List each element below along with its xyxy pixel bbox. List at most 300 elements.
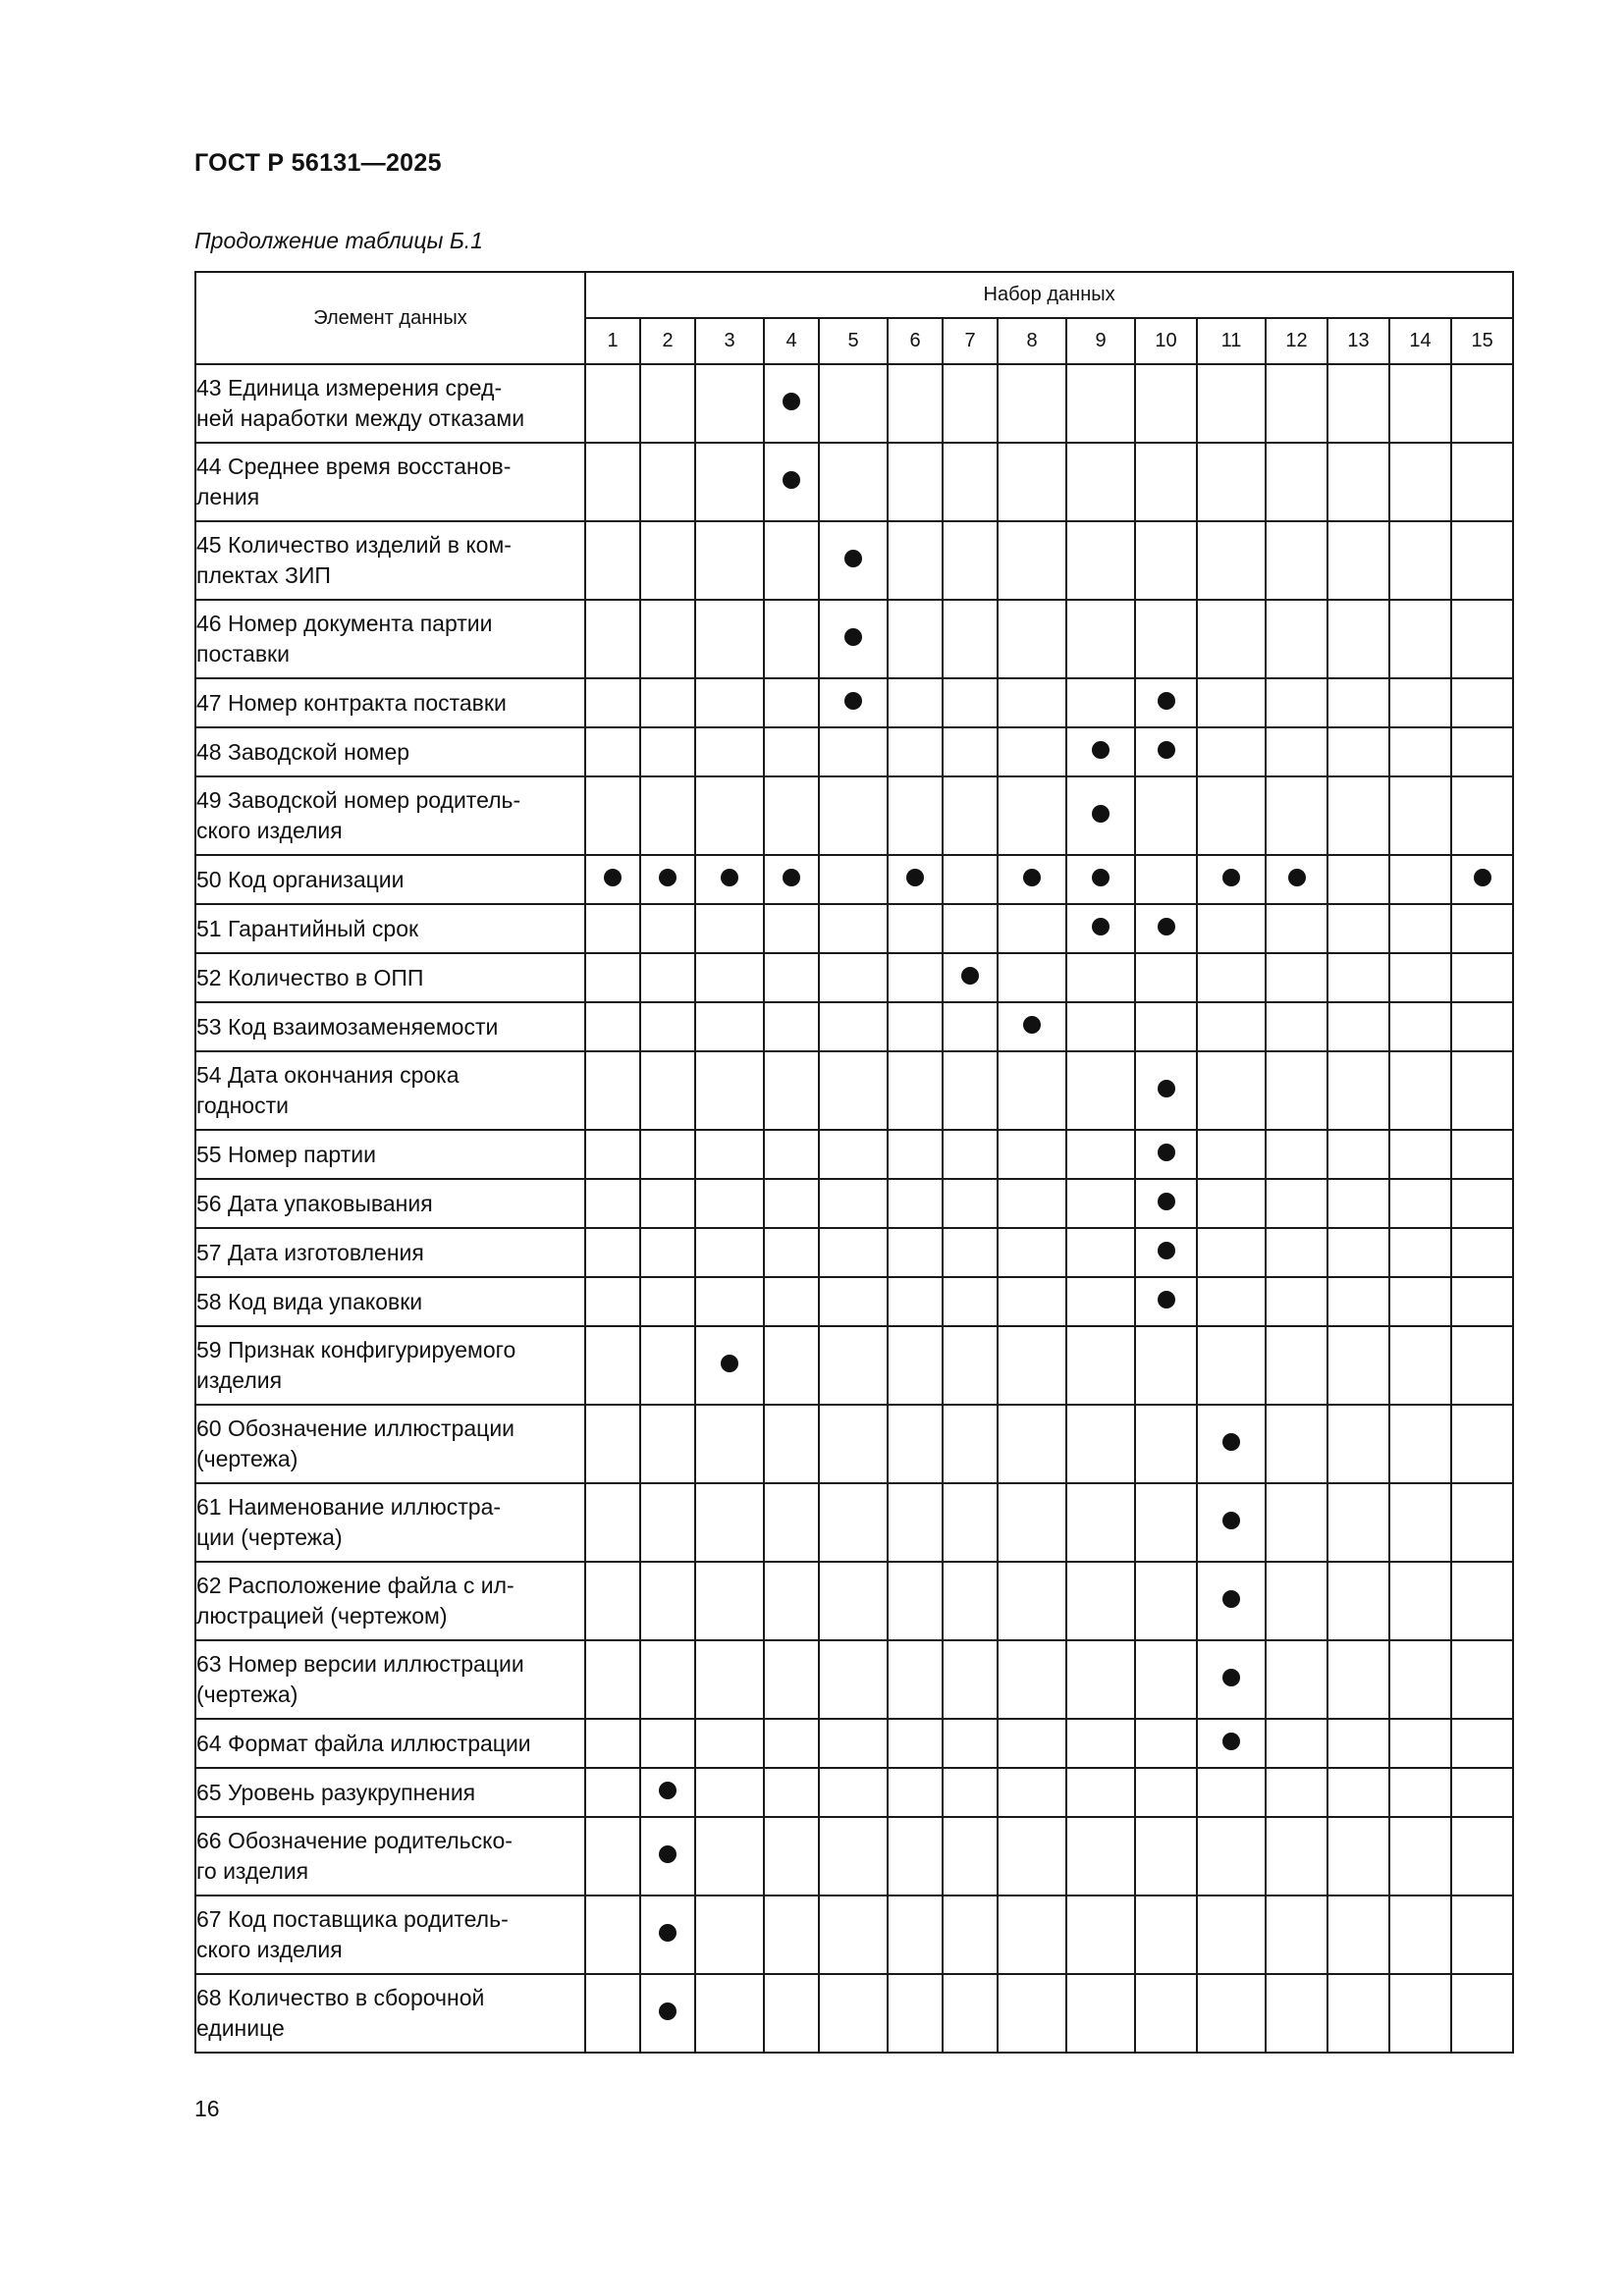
mark-cell	[943, 443, 998, 521]
mark-cell	[585, 904, 640, 953]
data-element-name: 66 Обозначение родительско- го изделия	[195, 1817, 585, 1896]
mark-cell	[1327, 600, 1389, 678]
mark-cell	[640, 1179, 695, 1228]
mark-cell	[943, 1002, 998, 1051]
mark-cell	[1389, 776, 1451, 855]
mark-cell	[1451, 727, 1513, 776]
mark-cell	[1451, 904, 1513, 953]
mark-cell	[943, 1817, 998, 1896]
mark-cell	[998, 1719, 1066, 1768]
mark-cell	[764, 521, 819, 600]
data-set-column-header: 10	[1135, 318, 1197, 364]
mark-cell	[1266, 776, 1327, 855]
mark-cell	[1451, 1640, 1513, 1719]
mark-cell	[998, 1002, 1066, 1051]
table-row	[195, 727, 1513, 776]
mark-cell	[819, 678, 888, 727]
mark-cell	[819, 521, 888, 600]
bullet-mark-icon	[844, 692, 862, 710]
mark-cell	[764, 1051, 819, 1130]
data-set-column-header: 8	[998, 318, 1066, 364]
mark-cell	[1266, 678, 1327, 727]
mark-cell	[1451, 1483, 1513, 1562]
mark-cell	[888, 953, 943, 1002]
mark-cell	[1389, 1719, 1451, 1768]
mark-cell	[1066, 1130, 1135, 1179]
mark-cell	[943, 1640, 998, 1719]
mark-cell	[695, 1228, 764, 1277]
mark-cell	[640, 1768, 695, 1817]
mark-cell	[640, 904, 695, 953]
mark-cell	[695, 678, 764, 727]
mark-cell	[1197, 1228, 1266, 1277]
bullet-mark-icon	[1023, 1016, 1041, 1034]
table-row	[195, 1326, 1513, 1405]
mark-cell	[998, 1051, 1066, 1130]
data-element-name: 59 Признак конфигурируемого изделия	[195, 1326, 585, 1405]
mark-cell	[1066, 904, 1135, 953]
mark-cell	[764, 1228, 819, 1277]
bullet-mark-icon	[1158, 918, 1175, 935]
mark-cell	[640, 776, 695, 855]
table-row	[195, 1179, 1513, 1228]
mark-cell	[1389, 1896, 1451, 1974]
mark-cell	[819, 1974, 888, 2053]
mark-cell	[819, 904, 888, 953]
mark-cell	[585, 1817, 640, 1896]
data-element-name: 45 Количество изделий в ком- плектах ЗИП	[195, 521, 585, 600]
mark-cell	[1327, 1562, 1389, 1640]
mark-cell	[1135, 1405, 1197, 1483]
mark-cell	[943, 600, 998, 678]
mark-cell	[1066, 1896, 1135, 1974]
mark-cell	[888, 1130, 943, 1179]
mark-cell	[888, 678, 943, 727]
mark-cell	[1266, 1002, 1327, 1051]
mark-cell	[640, 1277, 695, 1326]
mark-cell	[764, 1640, 819, 1719]
mark-cell	[888, 443, 943, 521]
mark-cell	[943, 1277, 998, 1326]
mark-cell	[764, 1562, 819, 1640]
mark-cell	[998, 1896, 1066, 1974]
mark-cell	[695, 1002, 764, 1051]
mark-cell	[1197, 364, 1266, 443]
mark-cell	[1451, 1326, 1513, 1405]
data-set-column-header: 6	[888, 318, 943, 364]
mark-cell	[943, 1228, 998, 1277]
data-set-column-header: 5	[819, 318, 888, 364]
mark-cell	[640, 1051, 695, 1130]
mark-cell	[1197, 1719, 1266, 1768]
mark-cell	[1197, 1974, 1266, 2053]
mark-cell	[943, 1483, 998, 1562]
mark-cell	[764, 904, 819, 953]
mark-cell	[1327, 1228, 1389, 1277]
mark-cell	[1135, 904, 1197, 953]
data-set-column-header: 12	[1266, 318, 1327, 364]
mark-cell	[695, 904, 764, 953]
mark-cell	[1451, 855, 1513, 904]
bullet-mark-icon	[1222, 1512, 1240, 1529]
mark-cell	[764, 1483, 819, 1562]
mark-cell	[1451, 1896, 1513, 1974]
mark-cell	[998, 1974, 1066, 2053]
mark-cell	[888, 855, 943, 904]
mark-cell	[1327, 1483, 1389, 1562]
mark-cell	[1066, 1002, 1135, 1051]
mark-cell	[819, 1719, 888, 1768]
bullet-mark-icon	[1158, 1242, 1175, 1259]
mark-cell	[1135, 953, 1197, 1002]
mark-cell	[1135, 600, 1197, 678]
mark-cell	[1066, 1719, 1135, 1768]
data-set-column-header: 3	[695, 318, 764, 364]
mark-cell	[585, 776, 640, 855]
mark-cell	[640, 1483, 695, 1562]
mark-cell	[943, 1768, 998, 1817]
table-row	[195, 1768, 1513, 1817]
mark-cell	[640, 1817, 695, 1896]
mark-cell	[1197, 443, 1266, 521]
bullet-mark-icon	[1158, 1193, 1175, 1210]
mark-cell	[1135, 1768, 1197, 1817]
mark-cell	[1327, 678, 1389, 727]
mark-cell	[1266, 1483, 1327, 1562]
mark-cell	[1389, 678, 1451, 727]
mark-cell	[1327, 776, 1389, 855]
bullet-mark-icon	[906, 869, 924, 886]
table-row	[195, 855, 1513, 904]
data-element-name: 64 Формат файла иллюстрации	[195, 1719, 585, 1768]
mark-cell	[764, 443, 819, 521]
bullet-mark-icon	[1222, 1733, 1240, 1750]
data-element-name: 53 Код взаимозаменяемости	[195, 1002, 585, 1051]
mark-cell	[998, 364, 1066, 443]
mark-cell	[1451, 443, 1513, 521]
mark-cell	[888, 1483, 943, 1562]
data-set-column-header: 15	[1451, 318, 1513, 364]
mark-cell	[1451, 1130, 1513, 1179]
mark-cell	[764, 364, 819, 443]
mark-cell	[1135, 727, 1197, 776]
mark-cell	[585, 443, 640, 521]
mark-cell	[1266, 1179, 1327, 1228]
data-element-name: 54 Дата окончания срока годности	[195, 1051, 585, 1130]
mark-cell	[819, 855, 888, 904]
mark-cell	[888, 364, 943, 443]
data-set-group-header: Набор данных	[585, 272, 1513, 318]
mark-cell	[1197, 1326, 1266, 1405]
mark-cell	[640, 521, 695, 600]
mark-cell	[585, 1051, 640, 1130]
mark-cell	[998, 953, 1066, 1002]
mark-cell	[695, 727, 764, 776]
mark-cell	[585, 1277, 640, 1326]
mark-cell	[1266, 1896, 1327, 1974]
mark-cell	[1327, 1640, 1389, 1719]
mark-cell	[1327, 855, 1389, 904]
mark-cell	[1197, 1051, 1266, 1130]
mark-cell	[998, 776, 1066, 855]
mark-cell	[1327, 904, 1389, 953]
bullet-mark-icon	[783, 471, 800, 489]
mark-cell	[695, 855, 764, 904]
mark-cell	[1389, 855, 1451, 904]
data-set-column-header: 7	[943, 318, 998, 364]
mark-cell	[1327, 1768, 1389, 1817]
data-set-column-header: 1	[585, 318, 640, 364]
mark-cell	[1135, 1562, 1197, 1640]
mark-cell	[1327, 1974, 1389, 2053]
mark-cell	[888, 1896, 943, 1974]
mark-cell	[998, 727, 1066, 776]
bullet-mark-icon	[659, 2002, 677, 2020]
mark-cell	[695, 1483, 764, 1562]
mark-cell	[1266, 1228, 1327, 1277]
bullet-mark-icon	[604, 869, 622, 886]
mark-cell	[819, 1896, 888, 1974]
data-element-name: 60 Обозначение иллюстрации (чертежа)	[195, 1405, 585, 1483]
bullet-mark-icon	[659, 1782, 677, 1799]
bullet-mark-icon	[783, 869, 800, 886]
mark-cell	[1197, 1562, 1266, 1640]
mark-cell	[819, 1130, 888, 1179]
mark-cell	[1066, 1562, 1135, 1640]
mark-cell	[1389, 443, 1451, 521]
mark-cell	[1266, 521, 1327, 600]
mark-cell	[1451, 1768, 1513, 1817]
mark-cell	[888, 1817, 943, 1896]
mark-cell	[1135, 1130, 1197, 1179]
mark-cell	[998, 1817, 1066, 1896]
mark-cell	[1197, 1277, 1266, 1326]
mark-cell	[1197, 904, 1266, 953]
bullet-mark-icon	[1222, 1433, 1240, 1451]
data-element-name: 43 Единица измерения сред- ней наработки между отказами	[195, 364, 585, 443]
mark-cell	[1389, 1640, 1451, 1719]
mark-cell	[943, 1179, 998, 1228]
mark-cell	[819, 776, 888, 855]
data-set-column-header: 13	[1327, 318, 1389, 364]
mark-cell	[640, 1896, 695, 1974]
mark-cell	[1266, 953, 1327, 1002]
bullet-mark-icon	[721, 869, 738, 886]
bullet-mark-icon	[844, 628, 862, 646]
table-row	[195, 443, 1513, 521]
data-element-name: 55 Номер партии	[195, 1130, 585, 1179]
mark-cell	[1135, 1817, 1197, 1896]
data-element-name: 46 Номер документа партии поставки	[195, 600, 585, 678]
mark-cell	[585, 727, 640, 776]
mark-cell	[819, 1640, 888, 1719]
mark-cell	[998, 1768, 1066, 1817]
mark-cell	[819, 953, 888, 1002]
mark-cell	[1135, 1326, 1197, 1405]
mark-cell	[1389, 1326, 1451, 1405]
mark-cell	[1327, 364, 1389, 443]
bullet-mark-icon	[1288, 869, 1306, 886]
mark-cell	[1451, 1405, 1513, 1483]
mark-cell	[888, 1326, 943, 1405]
mark-cell	[1135, 855, 1197, 904]
document-title: ГОСТ Р 56131—2025	[194, 149, 442, 177]
bullet-mark-icon	[961, 967, 979, 985]
mark-cell	[819, 1562, 888, 1640]
mark-cell	[819, 1483, 888, 1562]
mark-cell	[819, 1768, 888, 1817]
mark-cell	[1266, 904, 1327, 953]
mark-cell	[640, 678, 695, 727]
mark-cell	[943, 1326, 998, 1405]
mark-cell	[695, 1277, 764, 1326]
table-row	[195, 1719, 1513, 1768]
mark-cell	[1327, 1719, 1389, 1768]
mark-cell	[1266, 1974, 1327, 2053]
mark-cell	[1389, 1130, 1451, 1179]
mark-cell	[998, 1277, 1066, 1326]
mark-cell	[888, 1640, 943, 1719]
bullet-mark-icon	[1158, 1080, 1175, 1097]
mark-cell	[764, 1974, 819, 2053]
mark-cell	[764, 727, 819, 776]
mark-cell	[695, 1974, 764, 2053]
mark-cell	[1451, 1179, 1513, 1228]
mark-cell	[764, 1326, 819, 1405]
mark-cell	[888, 1719, 943, 1768]
mark-cell	[695, 1768, 764, 1817]
mark-cell	[1327, 443, 1389, 521]
mark-cell	[1266, 443, 1327, 521]
mark-cell	[1066, 953, 1135, 1002]
table-row	[195, 776, 1513, 855]
mark-cell	[998, 1228, 1066, 1277]
mark-cell	[585, 855, 640, 904]
mark-cell	[764, 1405, 819, 1483]
mark-cell	[998, 1130, 1066, 1179]
mark-cell	[1266, 364, 1327, 443]
mark-cell	[943, 678, 998, 727]
mark-cell	[1451, 953, 1513, 1002]
mark-cell	[585, 364, 640, 443]
page-number: 16	[194, 2096, 220, 2121]
mark-cell	[695, 1817, 764, 1896]
mark-cell	[1135, 1002, 1197, 1051]
table-row	[195, 1405, 1513, 1483]
mark-cell	[888, 1768, 943, 1817]
bullet-mark-icon	[1158, 1291, 1175, 1308]
mark-cell	[640, 1974, 695, 2053]
mark-cell	[888, 904, 943, 953]
mark-cell	[1066, 1483, 1135, 1562]
mark-cell	[1327, 727, 1389, 776]
mark-cell	[764, 1817, 819, 1896]
mark-cell	[998, 678, 1066, 727]
mark-cell	[695, 1130, 764, 1179]
data-sets-table	[194, 271, 1514, 2054]
bullet-mark-icon	[1092, 918, 1110, 935]
mark-cell	[585, 678, 640, 727]
table-caption: Продолжение таблицы Б.1	[194, 228, 483, 253]
mark-cell	[1197, 855, 1266, 904]
data-element-name: 44 Среднее время восстанов- ления	[195, 443, 585, 521]
mark-cell	[764, 855, 819, 904]
mark-cell	[943, 521, 998, 600]
bullet-mark-icon	[783, 393, 800, 410]
mark-cell	[1266, 1130, 1327, 1179]
mark-cell	[764, 776, 819, 855]
mark-cell	[1451, 364, 1513, 443]
data-set-column-header: 11	[1197, 318, 1266, 364]
table-row	[195, 1562, 1513, 1640]
mark-cell	[888, 600, 943, 678]
element-column-header: Элемент данных	[195, 272, 585, 364]
mark-cell	[640, 1228, 695, 1277]
mark-cell	[695, 521, 764, 600]
mark-cell	[695, 1179, 764, 1228]
mark-cell	[764, 1277, 819, 1326]
mark-cell	[1327, 1896, 1389, 1974]
mark-cell	[1451, 1562, 1513, 1640]
mark-cell	[819, 600, 888, 678]
bullet-mark-icon	[1222, 869, 1240, 886]
mark-cell	[1135, 1179, 1197, 1228]
mark-cell	[1066, 364, 1135, 443]
mark-cell	[888, 727, 943, 776]
mark-cell	[640, 1640, 695, 1719]
mark-cell	[1266, 1562, 1327, 1640]
mark-cell	[998, 443, 1066, 521]
mark-cell	[1135, 1483, 1197, 1562]
mark-cell	[1266, 1326, 1327, 1405]
mark-cell	[1197, 600, 1266, 678]
mark-cell	[819, 364, 888, 443]
mark-cell	[888, 1228, 943, 1277]
mark-cell	[1197, 776, 1266, 855]
mark-cell	[1327, 953, 1389, 1002]
mark-cell	[888, 521, 943, 600]
table-row	[195, 1130, 1513, 1179]
mark-cell	[998, 855, 1066, 904]
mark-cell	[1066, 855, 1135, 904]
table-row	[195, 364, 1513, 443]
mark-cell	[1451, 1719, 1513, 1768]
mark-cell	[1066, 1817, 1135, 1896]
mark-cell	[1197, 1483, 1266, 1562]
mark-cell	[695, 776, 764, 855]
mark-cell	[1389, 600, 1451, 678]
mark-cell	[640, 727, 695, 776]
mark-cell	[1451, 1228, 1513, 1277]
bullet-mark-icon	[721, 1355, 738, 1372]
mark-cell	[1327, 1002, 1389, 1051]
mark-cell	[1197, 727, 1266, 776]
mark-cell	[998, 521, 1066, 600]
mark-cell	[1451, 521, 1513, 600]
mark-cell	[1066, 1277, 1135, 1326]
mark-cell	[640, 364, 695, 443]
mark-cell	[640, 1002, 695, 1051]
mark-cell	[1066, 1228, 1135, 1277]
mark-cell	[819, 443, 888, 521]
mark-cell	[585, 953, 640, 1002]
mark-cell	[1327, 521, 1389, 600]
mark-cell	[943, 776, 998, 855]
bullet-mark-icon	[659, 1924, 677, 1942]
bullet-mark-icon	[1222, 1669, 1240, 1686]
mark-cell	[1451, 1277, 1513, 1326]
table-row	[195, 1974, 1513, 2053]
